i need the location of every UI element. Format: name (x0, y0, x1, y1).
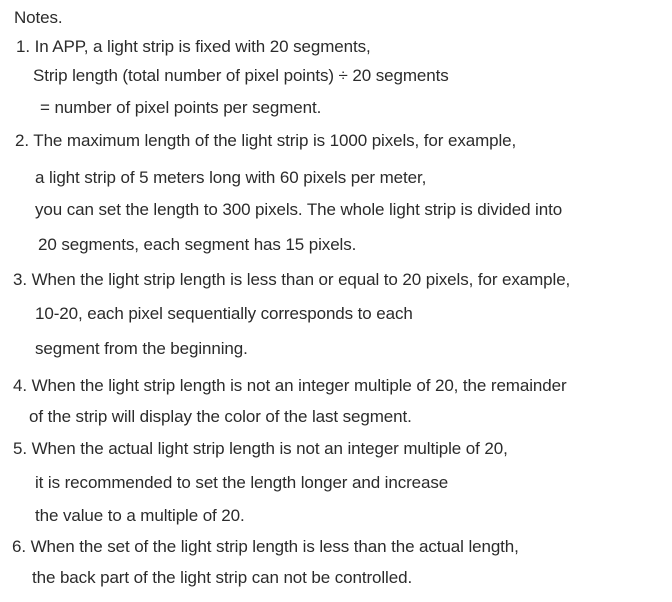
notes-title: Notes. (14, 8, 63, 27)
note-line: 2. The maximum length of the light strip is 1000 pixels, for example, (15, 131, 517, 150)
note-line: the back part of the light strip can not be controlled. (32, 568, 413, 587)
note-line: 3. When the light strip length is less than or equal to 20 pixels, for example, (13, 270, 571, 289)
note-line: it is recommended to set the length longer and increase (35, 473, 449, 492)
note-line: 1. In APP, a light strip is fixed with 20 segments, (16, 37, 371, 56)
note-line: = number of pixel points per segment. (40, 98, 322, 117)
note-line: you can set the length to 300 pixels. The whole light strip is divided into (35, 200, 563, 219)
note-line: Strip length (total number of pixel points) ÷ 20 segments (33, 66, 449, 85)
note-line: of the strip will display the color of the last segment. (29, 407, 412, 426)
note-line: a light strip of 5 meters long with 60 pixels per meter, (35, 168, 427, 187)
note-line: 5. When the actual light strip length is not an integer multiple of 20, (13, 439, 508, 458)
note-line: 6. When the set of the light strip length is less than the actual length, (12, 537, 519, 556)
note-line: segment from the beginning. (35, 339, 248, 358)
note-line: the value to a multiple of 20. (35, 506, 245, 525)
note-line: 4. When the light strip length is not an integer multiple of 20, the remainder (13, 376, 567, 395)
note-line: 10-20, each pixel sequentially corresponds to each (35, 304, 413, 323)
note-line: 20 segments, each segment has 15 pixels. (38, 235, 357, 254)
